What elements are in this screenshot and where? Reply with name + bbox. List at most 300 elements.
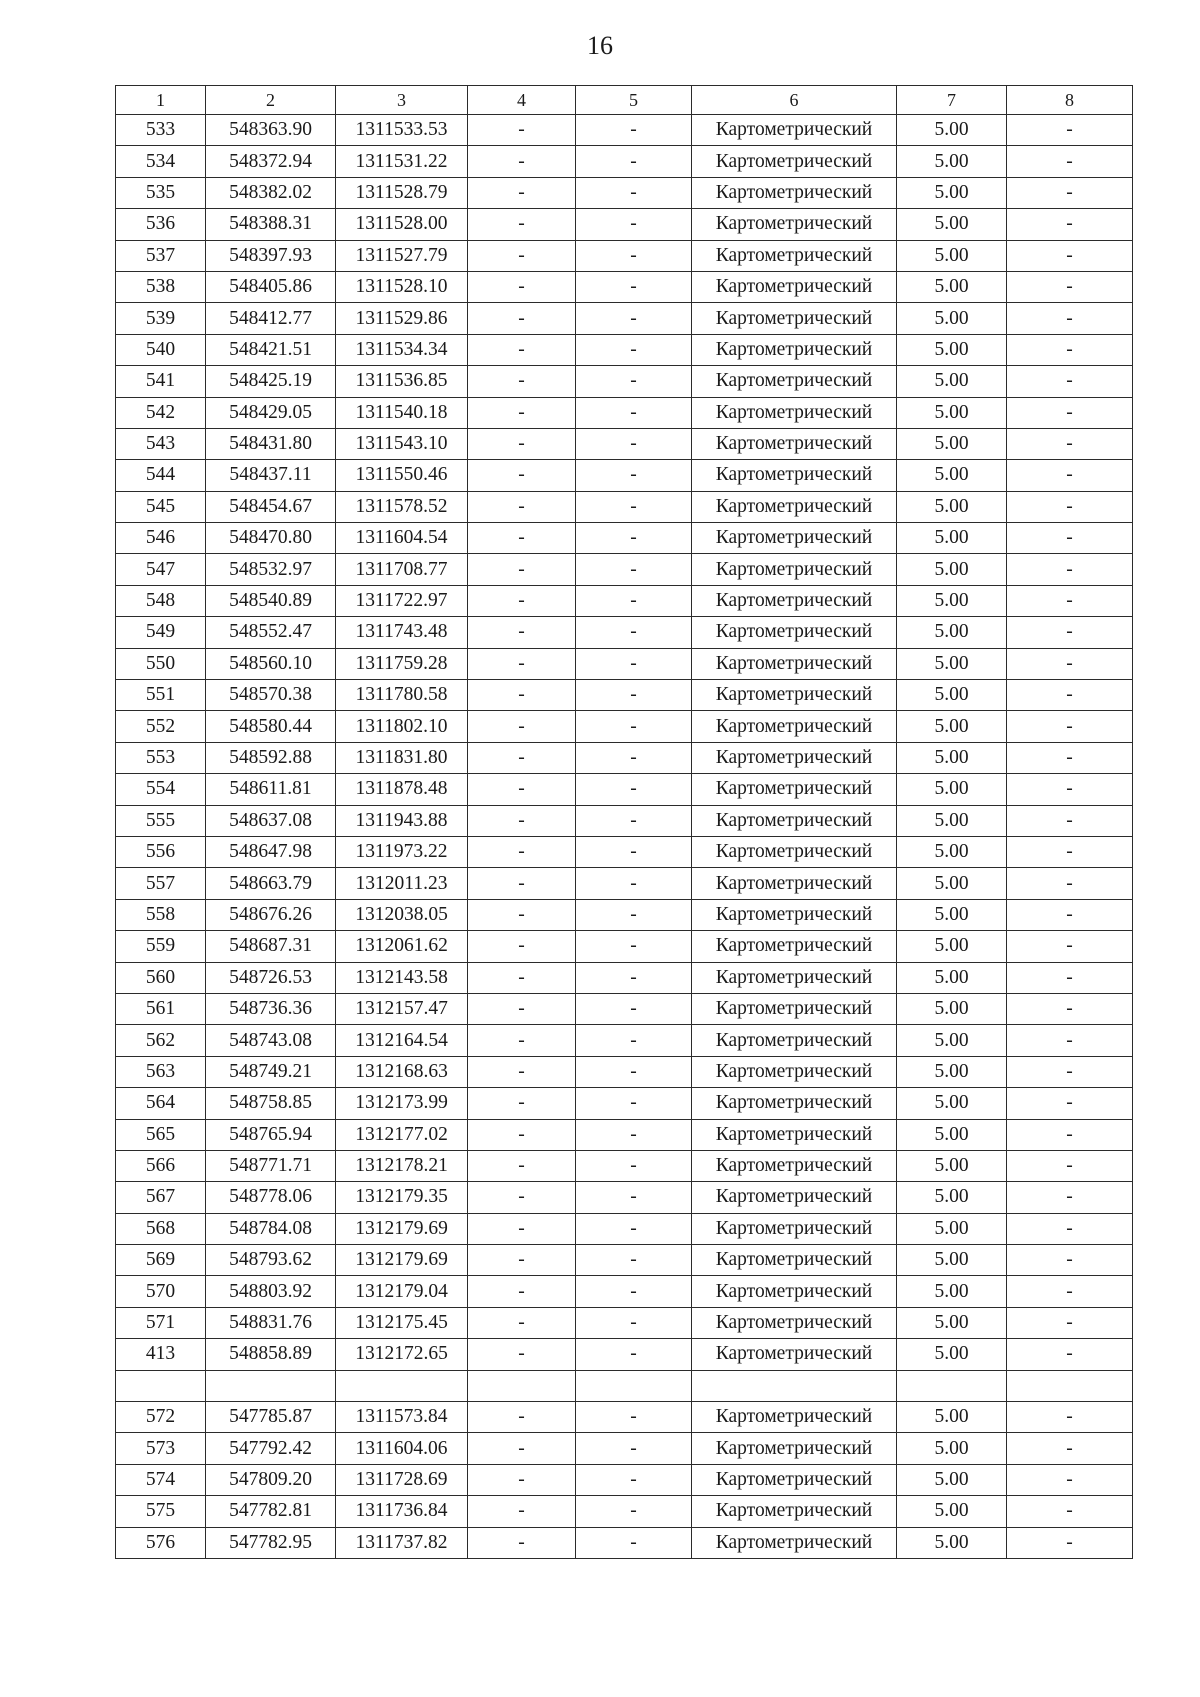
cell-method: Картометрический bbox=[692, 1527, 897, 1558]
cell-y-coordinate: 1311728.69 bbox=[336, 1464, 468, 1495]
cell-accuracy: 5.00 bbox=[897, 1056, 1007, 1087]
cell-x-coordinate: 548405.86 bbox=[206, 271, 336, 302]
table-row bbox=[116, 491, 1133, 522]
cell-col-8: - bbox=[1007, 805, 1133, 836]
cell-accuracy: 5.00 bbox=[897, 397, 1007, 428]
table-row bbox=[116, 836, 1133, 867]
cell-y-coordinate: 1311736.84 bbox=[336, 1496, 468, 1527]
cell-point-number: 547 bbox=[116, 554, 206, 585]
cell-point-number: 568 bbox=[116, 1213, 206, 1244]
cell-y-coordinate: 1311780.58 bbox=[336, 680, 468, 711]
cell-point-number: 564 bbox=[116, 1088, 206, 1119]
table-separator-row bbox=[116, 1370, 1133, 1401]
cell-point-number: 539 bbox=[116, 303, 206, 334]
cell-accuracy: 5.00 bbox=[897, 271, 1007, 302]
cell-method: Картометрический bbox=[692, 774, 897, 805]
table-row bbox=[116, 334, 1133, 365]
cell-y-coordinate: 1312143.58 bbox=[336, 962, 468, 993]
table-row bbox=[116, 868, 1133, 899]
cell-col-5: - bbox=[576, 334, 692, 365]
table-row bbox=[116, 899, 1133, 930]
cell-x-coordinate: 548372.94 bbox=[206, 146, 336, 177]
cell-x-coordinate: 548382.02 bbox=[206, 177, 336, 208]
cell-y-coordinate: 1312173.99 bbox=[336, 1088, 468, 1119]
cell-method: Картометрический bbox=[692, 177, 897, 208]
cell-y-coordinate: 1311573.84 bbox=[336, 1402, 468, 1433]
cell-accuracy: 5.00 bbox=[897, 1464, 1007, 1495]
cell-method: Картометрический bbox=[692, 240, 897, 271]
cell-accuracy: 5.00 bbox=[897, 1307, 1007, 1338]
cell-point-number: 569 bbox=[116, 1245, 206, 1276]
cell-method: Картометрический bbox=[692, 491, 897, 522]
cell-col-8: - bbox=[1007, 334, 1133, 365]
cell-x-coordinate: 548611.81 bbox=[206, 774, 336, 805]
cell-col-4: - bbox=[468, 1119, 576, 1150]
cell-col-5 bbox=[576, 1370, 692, 1401]
cell-y-coordinate: 1311943.88 bbox=[336, 805, 468, 836]
cell-point-number: 534 bbox=[116, 146, 206, 177]
table-row bbox=[116, 554, 1133, 585]
cell-col-5: - bbox=[576, 993, 692, 1024]
table-row bbox=[116, 428, 1133, 459]
cell-y-coordinate: 1311759.28 bbox=[336, 648, 468, 679]
cell-col-4: - bbox=[468, 523, 576, 554]
cell-col-5: - bbox=[576, 554, 692, 585]
table-row bbox=[116, 1056, 1133, 1087]
cell-col-4: - bbox=[468, 397, 576, 428]
cell-point-number: 571 bbox=[116, 1307, 206, 1338]
cell-method: Картометрический bbox=[692, 680, 897, 711]
cell-col-8: - bbox=[1007, 680, 1133, 711]
cell-col-4: - bbox=[468, 1307, 576, 1338]
header-cell-5: 5 bbox=[576, 86, 692, 115]
table-row bbox=[116, 209, 1133, 240]
cell-x-coordinate: 547785.87 bbox=[206, 1402, 336, 1433]
cell-col-8: - bbox=[1007, 868, 1133, 899]
cell-point-number: 561 bbox=[116, 993, 206, 1024]
table-row bbox=[116, 271, 1133, 302]
cell-y-coordinate: 1312179.04 bbox=[336, 1276, 468, 1307]
cell-col-5: - bbox=[576, 836, 692, 867]
cell-y-coordinate: 1312157.47 bbox=[336, 993, 468, 1024]
cell-accuracy: 5.00 bbox=[897, 1119, 1007, 1150]
table-row bbox=[116, 146, 1133, 177]
cell-col-8: - bbox=[1007, 1402, 1133, 1433]
cell-method: Картометрический bbox=[692, 868, 897, 899]
cell-col-5: - bbox=[576, 366, 692, 397]
cell-point-number: 546 bbox=[116, 523, 206, 554]
cell-col-4: - bbox=[468, 1245, 576, 1276]
cell-col-4: - bbox=[468, 271, 576, 302]
cell-x-coordinate: 548570.38 bbox=[206, 680, 336, 711]
cell-col-8: - bbox=[1007, 931, 1133, 962]
cell-accuracy: 5.00 bbox=[897, 993, 1007, 1024]
cell-col-4: - bbox=[468, 1056, 576, 1087]
cell-col-5: - bbox=[576, 303, 692, 334]
header-cell-6: 6 bbox=[692, 86, 897, 115]
table-row bbox=[116, 1245, 1133, 1276]
cell-col-5: - bbox=[576, 1496, 692, 1527]
cell-y-coordinate: 1312179.35 bbox=[336, 1182, 468, 1213]
table-row bbox=[116, 1088, 1133, 1119]
cell-col-5: - bbox=[576, 1527, 692, 1558]
cell-y-coordinate: 1311743.48 bbox=[336, 617, 468, 648]
cell-col-4: - bbox=[468, 711, 576, 742]
cell-col-5: - bbox=[576, 962, 692, 993]
cell-col-5: - bbox=[576, 931, 692, 962]
cell-y-coordinate: 1312177.02 bbox=[336, 1119, 468, 1150]
header-cell-1: 1 bbox=[116, 86, 206, 115]
cell-col-8: - bbox=[1007, 1025, 1133, 1056]
cell-point-number bbox=[116, 1370, 206, 1401]
cell-point-number: 554 bbox=[116, 774, 206, 805]
cell-y-coordinate: 1311528.10 bbox=[336, 271, 468, 302]
cell-accuracy: 5.00 bbox=[897, 648, 1007, 679]
cell-point-number: 540 bbox=[116, 334, 206, 365]
cell-col-5: - bbox=[576, 1088, 692, 1119]
cell-method: Картометрический bbox=[692, 271, 897, 302]
cell-accuracy: 5.00 bbox=[897, 1527, 1007, 1558]
cell-col-5: - bbox=[576, 774, 692, 805]
table-row bbox=[116, 931, 1133, 962]
cell-method: Картометрический bbox=[692, 1402, 897, 1433]
cell-y-coordinate: 1311802.10 bbox=[336, 711, 468, 742]
cell-y-coordinate: 1311527.79 bbox=[336, 240, 468, 271]
cell-x-coordinate: 547809.20 bbox=[206, 1464, 336, 1495]
cell-x-coordinate: 548784.08 bbox=[206, 1213, 336, 1244]
cell-y-coordinate: 1311831.80 bbox=[336, 742, 468, 773]
cell-col-4: - bbox=[468, 146, 576, 177]
cell-point-number: 560 bbox=[116, 962, 206, 993]
cell-col-5: - bbox=[576, 1402, 692, 1433]
cell-accuracy: 5.00 bbox=[897, 1025, 1007, 1056]
cell-x-coordinate: 548778.06 bbox=[206, 1182, 336, 1213]
cell-method: Картометрический bbox=[692, 1276, 897, 1307]
cell-accuracy: 5.00 bbox=[897, 115, 1007, 146]
cell-y-coordinate: 1311543.10 bbox=[336, 428, 468, 459]
cell-y-coordinate: 1311604.06 bbox=[336, 1433, 468, 1464]
cell-y-coordinate: 1312038.05 bbox=[336, 899, 468, 930]
cell-col-5: - bbox=[576, 1025, 692, 1056]
cell-method: Картометрический bbox=[692, 993, 897, 1024]
cell-col-5: - bbox=[576, 1245, 692, 1276]
cell-col-5: - bbox=[576, 711, 692, 742]
cell-col-8: - bbox=[1007, 271, 1133, 302]
cell-col-8: - bbox=[1007, 115, 1133, 146]
cell-accuracy: 5.00 bbox=[897, 1496, 1007, 1527]
cell-method: Картометрический bbox=[692, 303, 897, 334]
cell-point-number: 552 bbox=[116, 711, 206, 742]
cell-col-5: - bbox=[576, 742, 692, 773]
cell-col-5: - bbox=[576, 1213, 692, 1244]
cell-method: Картометрический bbox=[692, 899, 897, 930]
cell-y-coordinate: 1311708.77 bbox=[336, 554, 468, 585]
cell-x-coordinate: 548540.89 bbox=[206, 585, 336, 616]
cell-col-8 bbox=[1007, 1370, 1133, 1401]
cell-point-number: 551 bbox=[116, 680, 206, 711]
cell-col-8: - bbox=[1007, 1182, 1133, 1213]
cell-col-8: - bbox=[1007, 962, 1133, 993]
cell-accuracy: 5.00 bbox=[897, 1245, 1007, 1276]
cell-col-8: - bbox=[1007, 1307, 1133, 1338]
cell-method: Картометрический bbox=[692, 1307, 897, 1338]
cell-col-4: - bbox=[468, 1276, 576, 1307]
table-row bbox=[116, 1025, 1133, 1056]
cell-y-coordinate: 1311533.53 bbox=[336, 115, 468, 146]
cell-method: Картометрический bbox=[692, 742, 897, 773]
cell-accuracy: 5.00 bbox=[897, 334, 1007, 365]
cell-x-coordinate: 548758.85 bbox=[206, 1088, 336, 1119]
cell-point-number: 542 bbox=[116, 397, 206, 428]
cell-point-number: 574 bbox=[116, 1464, 206, 1495]
cell-col-5: - bbox=[576, 1339, 692, 1370]
cell-y-coordinate: 1311737.82 bbox=[336, 1527, 468, 1558]
table-row bbox=[116, 1402, 1133, 1433]
cell-accuracy: 5.00 bbox=[897, 899, 1007, 930]
header-cell-3: 3 bbox=[336, 86, 468, 115]
cell-y-coordinate: 1311528.79 bbox=[336, 177, 468, 208]
cell-col-5: - bbox=[576, 899, 692, 930]
cell-method: Картометрический bbox=[692, 1088, 897, 1119]
cell-accuracy: 5.00 bbox=[897, 1088, 1007, 1119]
cell-accuracy: 5.00 bbox=[897, 554, 1007, 585]
cell-col-4: - bbox=[468, 1025, 576, 1056]
cell-col-8: - bbox=[1007, 899, 1133, 930]
cell-x-coordinate: 548771.71 bbox=[206, 1150, 336, 1181]
cell-method: Картометрический bbox=[692, 460, 897, 491]
cell-x-coordinate: 548397.93 bbox=[206, 240, 336, 271]
cell-col-5: - bbox=[576, 1056, 692, 1087]
cell-y-coordinate: 1311550.46 bbox=[336, 460, 468, 491]
cell-method: Картометрический bbox=[692, 397, 897, 428]
cell-accuracy: 5.00 bbox=[897, 146, 1007, 177]
cell-method: Картометрический bbox=[692, 617, 897, 648]
cell-x-coordinate: 548637.08 bbox=[206, 805, 336, 836]
cell-y-coordinate: 1311540.18 bbox=[336, 397, 468, 428]
cell-col-8: - bbox=[1007, 460, 1133, 491]
cell-y-coordinate: 1312011.23 bbox=[336, 868, 468, 899]
cell-x-coordinate: 548429.05 bbox=[206, 397, 336, 428]
cell-accuracy: 5.00 bbox=[897, 931, 1007, 962]
cell-x-coordinate: 547782.81 bbox=[206, 1496, 336, 1527]
cell-x-coordinate: 548743.08 bbox=[206, 1025, 336, 1056]
cell-col-5: - bbox=[576, 1150, 692, 1181]
cell-accuracy: 5.00 bbox=[897, 523, 1007, 554]
table-row bbox=[116, 774, 1133, 805]
cell-accuracy: 5.00 bbox=[897, 742, 1007, 773]
cell-col-8: - bbox=[1007, 240, 1133, 271]
cell-col-4: - bbox=[468, 774, 576, 805]
cell-method: Картометрический bbox=[692, 1056, 897, 1087]
cell-accuracy: 5.00 bbox=[897, 1213, 1007, 1244]
cell-method: Картометрический bbox=[692, 1119, 897, 1150]
cell-point-number: 563 bbox=[116, 1056, 206, 1087]
cell-x-coordinate: 548793.62 bbox=[206, 1245, 336, 1276]
cell-method: Картометрический bbox=[692, 1339, 897, 1370]
cell-accuracy: 5.00 bbox=[897, 177, 1007, 208]
table-row bbox=[116, 680, 1133, 711]
cell-accuracy: 5.00 bbox=[897, 962, 1007, 993]
cell-method: Картометрический bbox=[692, 1245, 897, 1276]
table-row bbox=[116, 805, 1133, 836]
cell-y-coordinate: 1311722.97 bbox=[336, 585, 468, 616]
cell-col-5: - bbox=[576, 585, 692, 616]
cell-col-8: - bbox=[1007, 1213, 1133, 1244]
cell-method: Картометрический bbox=[692, 1182, 897, 1213]
header-cell-7: 7 bbox=[897, 86, 1007, 115]
table-row bbox=[116, 1433, 1133, 1464]
cell-col-4: - bbox=[468, 742, 576, 773]
cell-col-4: - bbox=[468, 554, 576, 585]
header-cell-4: 4 bbox=[468, 86, 576, 115]
cell-point-number: 575 bbox=[116, 1496, 206, 1527]
cell-col-4: - bbox=[468, 1433, 576, 1464]
cell-col-5: - bbox=[576, 1119, 692, 1150]
cell-col-8: - bbox=[1007, 648, 1133, 679]
cell-method: Картометрический bbox=[692, 648, 897, 679]
cell-x-coordinate: 548363.90 bbox=[206, 115, 336, 146]
cell-col-5: - bbox=[576, 115, 692, 146]
cell-method: Картометрический bbox=[692, 1025, 897, 1056]
cell-x-coordinate: 548647.98 bbox=[206, 836, 336, 867]
cell-col-8: - bbox=[1007, 742, 1133, 773]
cell-col-8: - bbox=[1007, 491, 1133, 522]
cell-col-5: - bbox=[576, 523, 692, 554]
table-row bbox=[116, 397, 1133, 428]
cell-col-4: - bbox=[468, 366, 576, 397]
cell-point-number: 535 bbox=[116, 177, 206, 208]
cell-col-8: - bbox=[1007, 1527, 1133, 1558]
cell-col-8: - bbox=[1007, 177, 1133, 208]
cell-method: Картометрический bbox=[692, 1433, 897, 1464]
cell-accuracy: 5.00 bbox=[897, 585, 1007, 616]
cell-method: Картометрический bbox=[692, 146, 897, 177]
coordinates-table bbox=[115, 85, 1133, 1559]
cell-point-number: 555 bbox=[116, 805, 206, 836]
cell-col-8: - bbox=[1007, 1150, 1133, 1181]
cell-x-coordinate bbox=[206, 1370, 336, 1401]
cell-col-5: - bbox=[576, 648, 692, 679]
cell-point-number: 567 bbox=[116, 1182, 206, 1213]
cell-col-4: - bbox=[468, 899, 576, 930]
cell-accuracy: 5.00 bbox=[897, 240, 1007, 271]
cell-y-coordinate: 1311604.54 bbox=[336, 523, 468, 554]
cell-point-number: 558 bbox=[116, 899, 206, 930]
cell-col-4: - bbox=[468, 303, 576, 334]
cell-method: Картометрический bbox=[692, 805, 897, 836]
cell-point-number: 550 bbox=[116, 648, 206, 679]
cell-col-4: - bbox=[468, 334, 576, 365]
cell-col-4: - bbox=[468, 617, 576, 648]
cell-col-4 bbox=[468, 1370, 576, 1401]
cell-col-5: - bbox=[576, 240, 692, 271]
cell-x-coordinate: 548858.89 bbox=[206, 1339, 336, 1370]
cell-y-coordinate: 1311878.48 bbox=[336, 774, 468, 805]
table-row bbox=[116, 1182, 1133, 1213]
cell-x-coordinate: 548425.19 bbox=[206, 366, 336, 397]
cell-col-8: - bbox=[1007, 397, 1133, 428]
cell-col-5: - bbox=[576, 1182, 692, 1213]
cell-method: Картометрический bbox=[692, 585, 897, 616]
cell-col-8: - bbox=[1007, 1339, 1133, 1370]
cell-col-5: - bbox=[576, 868, 692, 899]
cell-col-8: - bbox=[1007, 711, 1133, 742]
cell-accuracy: 5.00 bbox=[897, 774, 1007, 805]
cell-x-coordinate: 548560.10 bbox=[206, 648, 336, 679]
cell-col-4: - bbox=[468, 1182, 576, 1213]
cell-col-8: - bbox=[1007, 428, 1133, 459]
cell-method: Картометрический bbox=[692, 931, 897, 962]
cell-point-number: 576 bbox=[116, 1527, 206, 1558]
cell-x-coordinate: 548749.21 bbox=[206, 1056, 336, 1087]
cell-col-5: - bbox=[576, 1307, 692, 1338]
cell-y-coordinate: 1311973.22 bbox=[336, 836, 468, 867]
cell-col-4: - bbox=[468, 1088, 576, 1119]
cell-col-5: - bbox=[576, 1433, 692, 1464]
cell-method: Картометрический bbox=[692, 711, 897, 742]
cell-col-5: - bbox=[576, 177, 692, 208]
cell-col-8: - bbox=[1007, 617, 1133, 648]
cell-method: Картометрический bbox=[692, 115, 897, 146]
table-row bbox=[116, 460, 1133, 491]
cell-x-coordinate: 547792.42 bbox=[206, 1433, 336, 1464]
cell-col-4: - bbox=[468, 1213, 576, 1244]
cell-col-4: - bbox=[468, 1527, 576, 1558]
cell-col-4: - bbox=[468, 1496, 576, 1527]
cell-point-number: 559 bbox=[116, 931, 206, 962]
table-row bbox=[116, 1119, 1133, 1150]
cell-col-5: - bbox=[576, 805, 692, 836]
cell-col-5: - bbox=[576, 397, 692, 428]
cell-y-coordinate: 1311528.00 bbox=[336, 209, 468, 240]
cell-y-coordinate: 1312175.45 bbox=[336, 1307, 468, 1338]
cell-y-coordinate: 1312172.65 bbox=[336, 1339, 468, 1370]
table-row bbox=[116, 523, 1133, 554]
cell-y-coordinate bbox=[336, 1370, 468, 1401]
cell-col-8: - bbox=[1007, 366, 1133, 397]
cell-col-8: - bbox=[1007, 1464, 1133, 1495]
cell-accuracy: 5.00 bbox=[897, 836, 1007, 867]
cell-accuracy: 5.00 bbox=[897, 460, 1007, 491]
cell-point-number: 537 bbox=[116, 240, 206, 271]
cell-col-4: - bbox=[468, 648, 576, 679]
cell-point-number: 573 bbox=[116, 1433, 206, 1464]
cell-accuracy: 5.00 bbox=[897, 1182, 1007, 1213]
cell-point-number: 556 bbox=[116, 836, 206, 867]
cell-x-coordinate: 548412.77 bbox=[206, 303, 336, 334]
page-number: 16 bbox=[587, 31, 613, 60]
header-cell-8: 8 bbox=[1007, 86, 1133, 115]
cell-col-4: - bbox=[468, 1339, 576, 1370]
cell-col-8: - bbox=[1007, 774, 1133, 805]
cell-point-number: 565 bbox=[116, 1119, 206, 1150]
cell-col-5: - bbox=[576, 209, 692, 240]
cell-method: Картометрический bbox=[692, 962, 897, 993]
cell-col-4: - bbox=[468, 868, 576, 899]
cell-y-coordinate: 1312178.21 bbox=[336, 1150, 468, 1181]
table-row bbox=[116, 1213, 1133, 1244]
cell-col-5: - bbox=[576, 1464, 692, 1495]
cell-point-number: 570 bbox=[116, 1276, 206, 1307]
table-row bbox=[116, 303, 1133, 334]
cell-col-8: - bbox=[1007, 836, 1133, 867]
cell-accuracy: 5.00 bbox=[897, 1339, 1007, 1370]
cell-point-number: 553 bbox=[116, 742, 206, 773]
cell-method: Картометрический bbox=[692, 554, 897, 585]
cell-point-number: 538 bbox=[116, 271, 206, 302]
cell-col-8: - bbox=[1007, 1496, 1133, 1527]
cell-col-8: - bbox=[1007, 1433, 1133, 1464]
